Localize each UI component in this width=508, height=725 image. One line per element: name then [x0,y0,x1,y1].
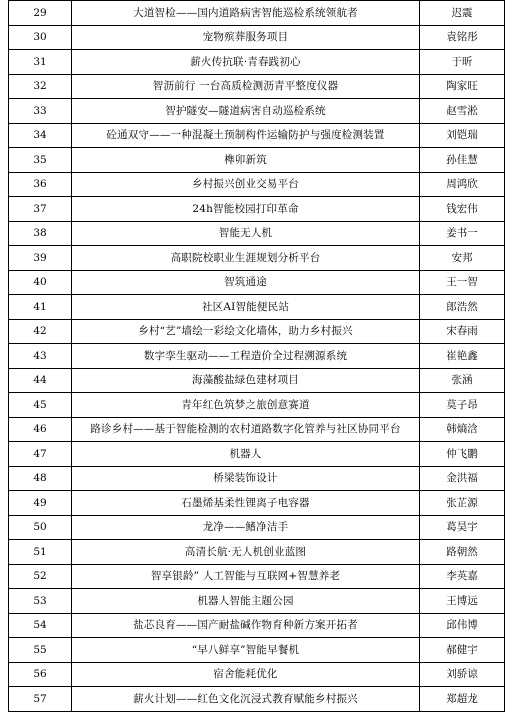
table-row [9,638,505,663]
project-name-cell: 龙净——鳍净洁手 [72,515,420,540]
row-number-cell: 51 [9,540,72,565]
leader-name-cell: 郑超龙 [420,687,505,712]
project-name-cell: 宿舍能耗优化 [72,662,420,687]
project-name-cell: 乡村“艺”墙绘一彩绘文化墙体，助力乡村振兴 [72,319,420,344]
project-name-cell: 薪火计划——红色文化沉浸式教育赋能乡村振兴 [72,687,420,712]
table-row [9,246,505,271]
project-name-cell: 智筑通途 [72,270,420,295]
row-number-cell: 56 [9,662,72,687]
row-number-cell: 46 [9,417,72,442]
table-row [9,295,505,320]
table-row [9,148,505,173]
project-name-cell: 海藻酸盐绿色建材项目 [72,368,420,393]
project-name-cell: 薪火传抗联·青春践初心 [72,50,420,75]
leader-name-cell: 安邦 [420,246,505,271]
project-name-cell: 宠物殡葬服务项目 [72,25,420,50]
table-row [9,270,505,295]
table-row [9,442,505,467]
row-number-cell: 32 [9,74,72,99]
row-number-cell: 53 [9,589,72,614]
project-name-cell: “早八鲜享”智能早餐机 [72,638,420,663]
project-name-cell: 砼通双守——一种混凝土预制构件运输防护与强度检测装置 [72,123,420,148]
table-row [9,344,505,369]
leader-name-cell: 张芷源 [420,491,505,516]
project-name-cell: 24h智能校园打印革命 [72,197,420,222]
row-number-cell: 42 [9,319,72,344]
table-row [9,99,505,124]
row-number-cell: 48 [9,466,72,491]
project-name-cell: 智沥前行 一台高质检测沥青平整度仪器 [72,74,420,99]
table-row [9,417,505,442]
row-number-cell: 55 [9,638,72,663]
project-name-cell: 路诊乡村——基于智能检测的农村道路数字化管养与社区协同平台 [72,417,420,442]
leader-name-cell: 郝健宇 [420,638,505,663]
row-number-cell: 36 [9,172,72,197]
leader-name-cell: 周鸿欣 [420,172,505,197]
table-row [9,50,505,75]
leader-name-cell: 袁铭彤 [420,25,505,50]
project-name-cell: 智能无人机 [72,221,420,246]
table-row [9,368,505,393]
row-number-cell: 57 [9,687,72,712]
project-table [8,0,505,712]
leader-name-cell: 邱伟博 [420,613,505,638]
leader-name-cell: 郎浩然 [420,295,505,320]
leader-name-cell: 孙佳慧 [420,148,505,173]
table-row [9,1,505,26]
row-number-cell: 50 [9,515,72,540]
project-name-cell: 乡村振兴创业交易平台 [72,172,420,197]
project-name-cell: 石墨烯基柔性锂离子电容器 [72,491,420,516]
project-name-cell: 盐芯良育——国产耐盐碱作物育种新方案开拓者 [72,613,420,638]
leader-name-cell: 张涵 [420,368,505,393]
row-number-cell: 39 [9,246,72,271]
project-name-cell: 机器人智能主题公园 [72,589,420,614]
leader-name-cell: 于昕 [420,50,505,75]
leader-name-cell: 宋春雨 [420,319,505,344]
project-name-cell: 高职院校职业生涯规划分析平台 [72,246,420,271]
table-row [9,564,505,589]
leader-name-cell: 刘铠瑞 [420,123,505,148]
leader-name-cell: 仲飞鹏 [420,442,505,467]
table-row [9,662,505,687]
row-number-cell: 41 [9,295,72,320]
table-row [9,515,505,540]
leader-name-cell: 迟震 [420,1,505,26]
row-number-cell: 29 [9,1,72,26]
row-number-cell: 31 [9,50,72,75]
row-number-cell: 54 [9,613,72,638]
project-name-cell: 机器人 [72,442,420,467]
project-table-body [9,1,505,712]
project-name-cell: 青年红色筑梦之旅创意赛道 [72,393,420,418]
leader-name-cell: 莫子昂 [420,393,505,418]
leader-name-cell: 金洪福 [420,466,505,491]
row-number-cell: 44 [9,368,72,393]
row-number-cell: 40 [9,270,72,295]
table-row [9,123,505,148]
leader-name-cell: 赵雪淞 [420,99,505,124]
project-name-cell: 数字孪生驱动——工程造价全过程溯源系统 [72,344,420,369]
leader-name-cell: 崔艳鑫 [420,344,505,369]
leader-name-cell: 钱宏伟 [420,197,505,222]
leader-name-cell: 韩熵浛 [420,417,505,442]
row-number-cell: 34 [9,123,72,148]
table-row [9,491,505,516]
table-row [9,466,505,491]
project-name-cell: 大道智检——国内道路病害智能巡检系统领航者 [72,1,420,26]
leader-name-cell: 王博远 [420,589,505,614]
leader-name-cell: 葛昊宇 [420,515,505,540]
table-row [9,197,505,222]
project-name-cell: 智享银龄” 人工智能与互联网+智慧养老 [72,564,420,589]
table-row [9,393,505,418]
row-number-cell: 38 [9,221,72,246]
table-row [9,172,505,197]
row-number-cell: 47 [9,442,72,467]
table-row [9,25,505,50]
project-name-cell: 桥梁装饰设计 [72,466,420,491]
row-number-cell: 45 [9,393,72,418]
row-number-cell: 33 [9,99,72,124]
leader-name-cell: 路朝然 [420,540,505,565]
leader-name-cell: 刘骄谅 [420,662,505,687]
project-name-cell: 榫卯新筑 [72,148,420,173]
leader-name-cell: 王一智 [420,270,505,295]
leader-name-cell: 姜书一 [420,221,505,246]
project-name-cell: 高清长航·无人机创业蓝图 [72,540,420,565]
table-row [9,540,505,565]
project-list-sheet [8,0,504,712]
table-row [9,687,505,712]
table-row [9,74,505,99]
row-number-cell: 37 [9,197,72,222]
project-name-cell: 智护隧安—隧道病害自动巡检系统 [72,99,420,124]
row-number-cell: 35 [9,148,72,173]
row-number-cell: 43 [9,344,72,369]
table-row [9,221,505,246]
row-number-cell: 52 [9,564,72,589]
leader-name-cell: 李英嘉 [420,564,505,589]
leader-name-cell: 陶家旺 [420,74,505,99]
table-row [9,319,505,344]
table-row [9,613,505,638]
table-row [9,589,505,614]
project-name-cell: 社区AI智能便民站 [72,295,420,320]
row-number-cell: 30 [9,25,72,50]
row-number-cell: 49 [9,491,72,516]
